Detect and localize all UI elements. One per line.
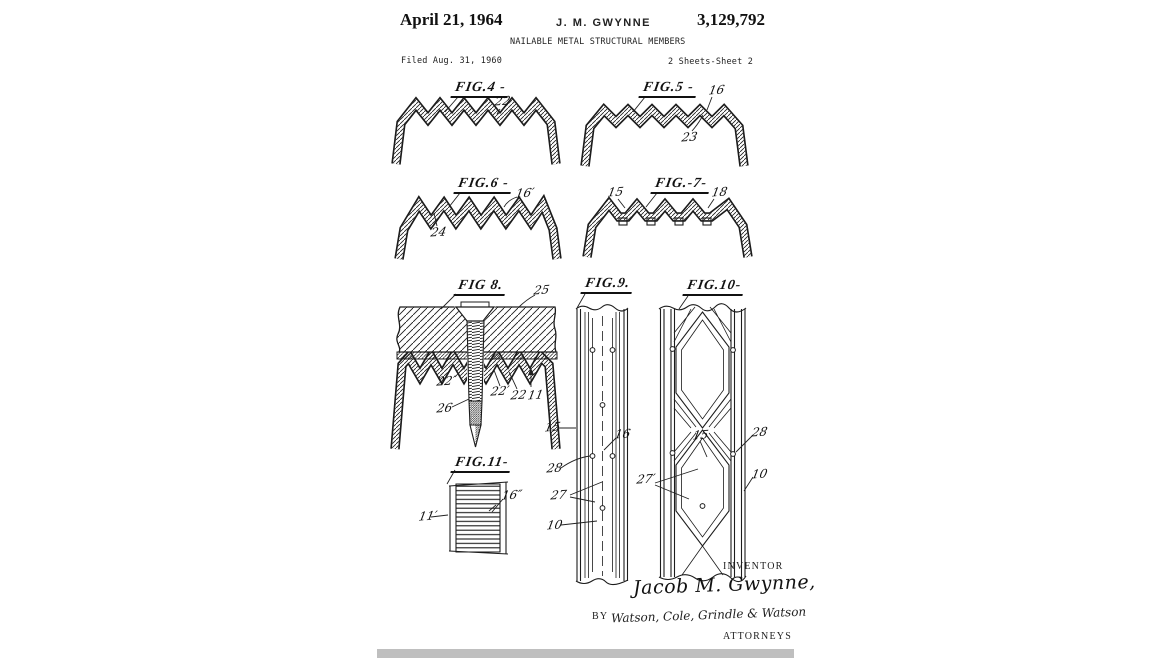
sheet-number: 2 Sheets-Sheet 2 — [668, 57, 754, 67]
ref-28-fig10: 28 — [750, 424, 769, 440]
ref-22pa-fig8: 22′ — [435, 373, 457, 389]
ref-11p-fig11: 11′ — [417, 508, 439, 524]
fig4-drawing — [396, 104, 556, 164]
fig11-label: FIG.11- — [450, 455, 512, 473]
ref-27p-fig10: 27′ — [635, 471, 657, 487]
fig5-drawing — [585, 110, 744, 166]
fig10-label: FIG.10- — [682, 278, 745, 296]
fig8-drawing — [395, 302, 557, 449]
ref-10-fig9: 10 — [545, 517, 564, 533]
ref-25-fig8: 25 — [532, 282, 551, 298]
ref-23-fig5: 23 — [680, 129, 699, 145]
by-label: BY — [592, 611, 609, 622]
ref-18-fig7: 18 — [710, 184, 729, 200]
fig6-drawing — [399, 204, 557, 259]
fig7-drawing — [587, 204, 748, 257]
inventor-signature: Jacob M. Gwynne, — [632, 570, 817, 600]
ref-16-fig9: 16 — [613, 426, 632, 442]
ref-11-fig8: 11 — [526, 387, 545, 403]
ref-22-fig4: 22 — [493, 93, 512, 109]
ref-16p-fig6: 16′ — [514, 185, 536, 201]
ref-10-fig10: 10 — [750, 466, 769, 482]
filed-date: Filed Aug. 31, 1960 — [401, 56, 503, 66]
fig4-label: FIG.4 - — [450, 80, 510, 98]
ref-15-fig7: 15 — [606, 184, 625, 200]
ref-26-fig8: 26 — [435, 400, 454, 416]
fig11-drawing — [449, 482, 508, 554]
patent-title: NAILABLE METAL STRUCTURAL MEMBERS — [510, 37, 686, 47]
patent-date: April 21, 1964 — [400, 10, 503, 29]
ref-16-fig5: 16 — [707, 82, 726, 98]
ref-15-fig10: 15 — [691, 427, 710, 443]
ref-27-fig9: 27 — [549, 487, 568, 503]
attorneys-label: ATTORNEYS — [723, 631, 792, 642]
inventor-name: J. M. GWYNNE — [556, 17, 652, 29]
ref-22pb-fig8: 22′ — [489, 383, 511, 399]
ref-16pp-fig11: 16″ — [500, 487, 524, 503]
ref-28-fig9: 28 — [545, 460, 564, 476]
fig6-label: FIG.6 - — [453, 176, 513, 194]
fig7-label: FIG.-7- — [650, 176, 711, 194]
ref-15-fig9: 15 — [543, 419, 562, 435]
ref-22-fig8: 22 — [509, 387, 528, 403]
patent-number: 3,129,792 — [697, 10, 765, 29]
fig9-drawing — [576, 305, 628, 585]
attorneys-signature: Watson, Cole, Grindle & Watson — [610, 604, 807, 626]
fig5-label: FIG.5 - — [638, 80, 698, 98]
inventor-label: INVENTOR — [723, 561, 784, 572]
fig10-drawing — [659, 304, 746, 582]
scan-bottom-edge — [377, 649, 794, 658]
ref-24-fig6: 24 — [429, 224, 448, 240]
fig8-label: FIG 8. — [453, 278, 507, 296]
fig9-label: FIG.9. — [580, 276, 634, 294]
